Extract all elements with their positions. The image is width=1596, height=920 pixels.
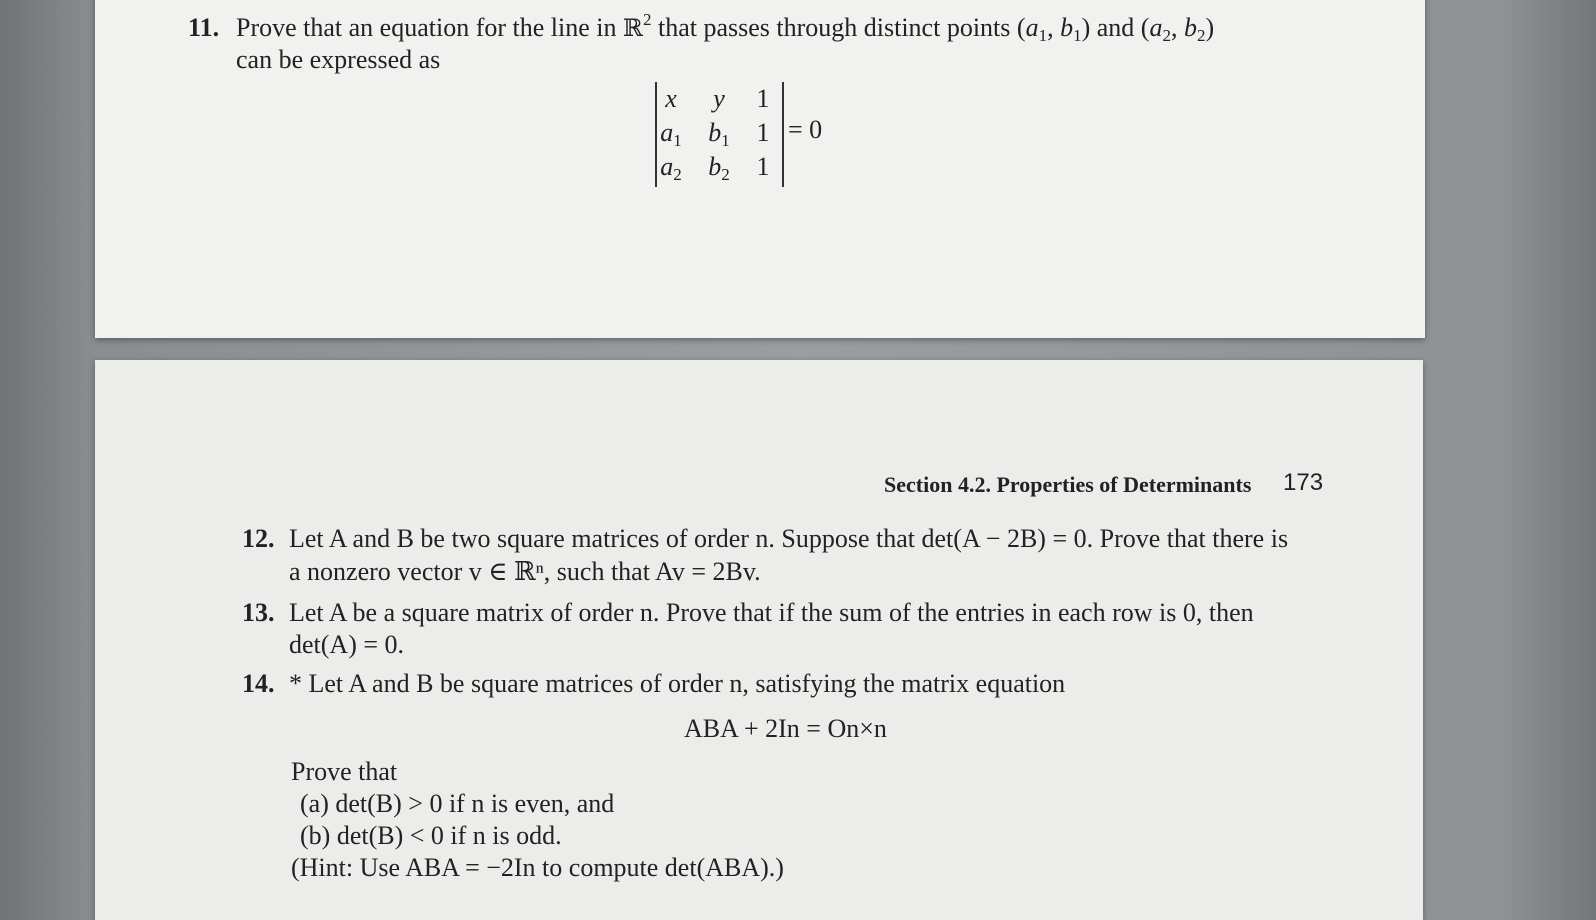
prove-that-label: Prove that bbox=[291, 757, 398, 786]
det-cell: $b_2$ bbox=[708, 152, 730, 184]
det-cell: $a_1$ bbox=[660, 118, 682, 150]
problem-14-number: 14. bbox=[242, 669, 275, 698]
section-title: Section 4.2. Properties of Determinants bbox=[884, 472, 1252, 497]
determinant bbox=[655, 82, 784, 187]
det-cell: $b_1$ bbox=[708, 118, 730, 150]
det-cell: x bbox=[665, 84, 677, 113]
part-a: (a) det(B) > 0 if n is even, and bbox=[300, 789, 615, 818]
det-cell: 1 bbox=[756, 152, 770, 181]
det-cell: 1 bbox=[756, 118, 770, 147]
problem-13-line-1: Let A be a square matrix of order n. Prove that if the sum of the entries in each row is 0, then bbox=[289, 598, 1254, 627]
problem-11-number: 11. bbox=[188, 13, 220, 42]
problem-12-number: 12. bbox=[242, 524, 275, 553]
hint: (Hint: Use ABA = −2In to compute det(ABA).) bbox=[291, 853, 784, 882]
problem-14-line-1: * Let A and B be square matrices of order n, satisfying the matrix equation bbox=[289, 669, 1066, 698]
point-1: ($a_1$, $b_1$) bbox=[1016, 13, 1091, 45]
problem-13-number: 13. bbox=[242, 598, 275, 627]
problem-12-line-1: Let A and B be two square matrices of order n. Suppose that det(A − 2B) = 0. Prove that there is bbox=[289, 524, 1289, 553]
determinant-equals-zero: = 0 bbox=[788, 115, 823, 144]
problem-13-line-2: det(A) = 0. bbox=[289, 630, 405, 659]
det-cell: 1 bbox=[756, 84, 770, 113]
problem-11-line-2: can be expressed as bbox=[236, 45, 441, 74]
part-b: (b) det(B) < 0 if n is odd. bbox=[300, 821, 562, 850]
problem-11-line-1: Prove that an equation for the line in ℝ$^2$ that passes through distinct points ($a_1$, $b_1$) and ($a_2$, $b_2$) bbox=[236, 10, 1215, 45]
matrix-equation: ABA + 2In = On×n bbox=[684, 714, 887, 743]
problem-12-line-2: a nonzero vector v ∈ ℝⁿ, such that Av = 2Bv. bbox=[289, 557, 761, 586]
point-2: ($a_2$, $b_2$) bbox=[1140, 13, 1215, 45]
page-number: 173 bbox=[1283, 469, 1324, 496]
det-cell: $a_2$ bbox=[660, 152, 682, 184]
det-cell: y bbox=[713, 84, 725, 113]
